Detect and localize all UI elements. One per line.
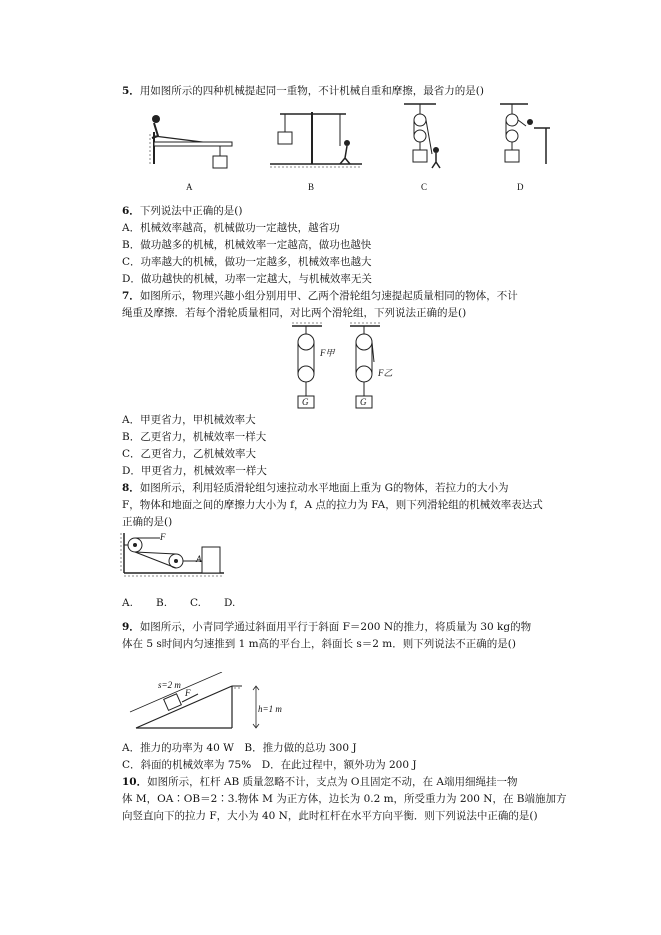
q6-option-a: A．机械效率越高，机械做功一定越快，越省功 (122, 222, 340, 234)
q8-point-a-label: A (196, 554, 202, 564)
q5-label-b: B (308, 182, 315, 192)
q9-number: 9． (122, 621, 140, 633)
q6-stem (122, 204, 243, 218)
q7-option-b: B．乙更省力，机械效率一样大 (122, 431, 267, 443)
q8-force-label: F (160, 532, 166, 542)
q7-force-label-yi: F乙 (378, 368, 393, 378)
q7-force-label-jia: F甲 (320, 348, 335, 358)
q9-options-row1: A．推力的功率为 40 W B．推力做的总功 300 J (122, 742, 357, 754)
q8-stem-line1 (122, 481, 509, 495)
q10-stem-line1 (122, 775, 517, 789)
q5-figure (140, 102, 560, 194)
q9-figure (122, 672, 272, 734)
q5-text: 用如图所示的四种机械提起同一重物，不计机械自重和摩擦，最省力的是() (139, 85, 485, 97)
q8-option-b: B. (156, 597, 168, 609)
q8-options (122, 596, 235, 610)
q7-weight-label-jia: G (302, 397, 309, 407)
q7-stem-line2: 绳重及摩擦．若每个滑轮质量相同，对比两个滑轮组，下列说法正确的是() (122, 307, 467, 319)
q7-number: 7． (122, 290, 140, 302)
q10-stem-line3: 向竖直向下的拉力 F，大小为 40 N，此时杠杆在水平方向平衡．则下列说法中正确的是() (122, 810, 538, 822)
q8-option-d: D. (224, 597, 236, 609)
q6-option-b: B．做功越多的机械，机械效率一定越高，做功也越快 (122, 239, 372, 251)
q5-label-a: A (186, 182, 193, 192)
q8-text-1: 如图所示，利用轻质滑轮组匀速拉动水平地面上重为 G的物体，若拉力的大小为 (139, 482, 509, 494)
q6-option-d: D．做功越快的机械，功率一定越大，与机械效率无关 (122, 273, 372, 285)
q7-option-c: C．乙更省力，乙机械效率大 (122, 448, 257, 460)
q10-text-1: 如图所示，杠杆 AB 质量忽略不计，支点为 O且固定不动，在 A端用细绳挂一物 (147, 776, 518, 788)
q9-stem-line2: 体在 5 s时间内匀速推到 1 m高的平台上，斜面长 s＝2 m．则下列说法不正确的是() (122, 638, 516, 650)
q5-number: 5． (122, 85, 140, 97)
q8-number: 8． (122, 482, 140, 494)
q9-force-label: F (185, 688, 191, 698)
q5-figure-b (270, 112, 362, 167)
q8-option-c: C. (190, 597, 201, 609)
q5-figure-a (150, 115, 232, 168)
q10-number: 10． (122, 776, 148, 788)
q5-figure-d (500, 102, 550, 164)
q7-text-1: 如图所示，物理兴趣小组分别用甲、乙两个滑轮组匀速提起质量相同的物体，不计 (139, 290, 518, 302)
q9-stem-line1 (122, 620, 531, 634)
q5-label-d: D (517, 182, 524, 192)
q5-figure-c (404, 102, 440, 168)
q6-number: 6． (122, 205, 140, 217)
q9-text-1: 如图所示，小青同学通过斜面用平行于斜面 F＝200 N的推力，将质量为 30 kg的物 (139, 621, 532, 633)
q7-stem-line1 (122, 289, 518, 303)
q7-option-d: D．甲更省力，机械效率一样大 (122, 465, 267, 477)
q7-weight-label-yi: G (360, 397, 367, 407)
q8-stem-line2: F，物体和地面之间的摩擦力大小为 f，A 点的拉力为 FA，则下列滑轮组的机械效率表达式 (122, 499, 543, 511)
q6-text: 下列说法中正确的是() (139, 205, 243, 217)
q5-stem (122, 84, 484, 98)
q8-option-a: A. (122, 597, 133, 609)
q8-stem-line3: 正确的是() (122, 516, 173, 528)
q9-length-label: s=2 m (158, 680, 181, 690)
q10-stem-line2: 体 M，OA∶OB＝2∶3.物体 M 为正方体，边长为 0.2 m，所受重力为 200 N，在 B端施加方 (122, 793, 567, 805)
q5-label-c: C (421, 182, 428, 192)
q8-figure (120, 531, 230, 581)
q9-options-row2: C．斜面的机械效率为 75% D．在此过程中，额外功为 200 J (122, 759, 417, 771)
q6-option-c: C．功率越大的机械，做功一定越多，机械效率也越大 (122, 256, 372, 268)
q9-height-label: h=1 m (258, 704, 282, 714)
q7-option-a: A．甲更省力，甲机械效率大 (122, 414, 256, 426)
